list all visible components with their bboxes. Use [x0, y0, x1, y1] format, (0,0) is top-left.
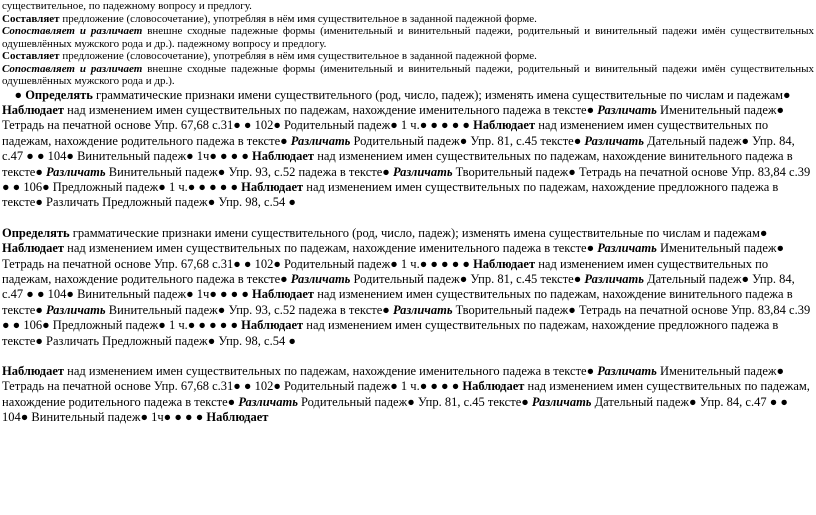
body-text: над изменением имен существительных по падежам, нахождение родительного падежа в тексте●	[2, 256, 769, 286]
bold-italic-term: Различать	[46, 302, 106, 317]
body-text: Дательный падеж● Упр. 84, с.47 ● ● 104● Винительный падеж● 1ч● ● ● ●	[2, 271, 795, 302]
bold-italic-term: Различать	[584, 271, 644, 286]
bullet-text: ●	[2, 87, 26, 102]
bold-term: Составляет	[2, 12, 60, 25]
paragraph-block-2	[2, 226, 814, 349]
bold-italic-term: Различать	[392, 302, 453, 317]
bold-italic-term: Различать	[597, 241, 657, 256]
bold-term: Наблюдает	[2, 102, 65, 117]
bold-italic-term: Сопоставляет и различает	[2, 62, 143, 75]
body-text: над изменением имен существительных по падежам, нахождение родительного падежа в тексте●	[2, 118, 769, 148]
body-text: над изменением имен существительных по падежам, нахождение именительного падежа в тексте●	[64, 364, 598, 378]
bold-term: Наблюдает	[241, 318, 304, 333]
body-text: грамматические признаки имени существительного (род, число, падеж); изменять имена существительные по числам и падежам●	[69, 225, 768, 240]
body-text: Родительный падеж● Упр. 81, с.45 тексте●	[350, 133, 585, 148]
spacer	[0, 211, 816, 226]
body-text: Родительный падеж● Упр. 81, с.45 тексте●	[297, 394, 532, 409]
bold-term: Наблюдает	[2, 241, 65, 256]
body-text: Дательный падеж● Упр. 84, с.47 ● ● 104● Винительный падеж● 1ч● ● ● ●	[2, 394, 788, 425]
body-text: грамматические признаки имени существительного (род, число, падеж); изменять имена существительные по числам и падежам●	[92, 87, 791, 102]
bold-italic-term: Различать	[531, 394, 592, 409]
spacer	[0, 349, 816, 364]
intro-text: предложение (словосочетание), употребляя в нём имя существительное в заданной падежной форме.	[59, 50, 537, 62]
body-text: Именительный падеж● Тетрадь на печатной основе Упр. 67,68 с.31● ● 102● Родительный падеж● 1 ч.● ● ● ●	[2, 364, 785, 394]
intro-text: предложение (словосочетание), употребляя в нём имя существительное в заданной падежной форме.	[59, 12, 537, 25]
body-text: Дательный падеж● Упр. 84, с.47 ● ● 104● Винительный падеж● 1ч● ● ● ●	[2, 133, 795, 164]
bold-term: Наблюдает	[241, 179, 304, 194]
bold-italic-term: Сопоставляет и различает	[2, 25, 143, 37]
bold-italic-term: Различать	[392, 164, 453, 179]
bold-italic-term: Различать	[584, 133, 644, 148]
bold-italic-term: Различать	[597, 102, 657, 117]
bold-italic-term: Различать	[597, 364, 657, 378]
paragraph-block-1	[2, 88, 814, 211]
bold-italic-term: Различать	[46, 164, 106, 179]
bold-term: Наблюдает	[462, 379, 525, 394]
body-text: Именительный падеж● Тетрадь на печатной основе Упр. 67,68 с.31● ● 102● Родительный падеж● 1 ч.● ● ● ● ●	[2, 241, 785, 271]
body-text: Винительный падеж● Упр. 93, с.52 падежа в тексте●	[105, 164, 393, 179]
intro-text: внешне сходные падежные формы (именительный и винительный падежи, родительный и винительный падежи имён существительных одушевлённых мужского рода и др.). падежному вопросу и предлогу.	[2, 25, 814, 50]
body-text: над изменением имен существительных по падежам, нахождение именительного падежа в тексте●	[64, 241, 598, 256]
body-text: над изменением имен существительных по падежам, нахождение винительного падежа в тексте●	[2, 287, 793, 317]
bold-term: Определять	[2, 225, 70, 240]
bold-term: Наблюдает	[473, 118, 536, 133]
body-text: Творительный падеж● Тетрадь на печатной основе Упр. 83,84 с.39 ● ● 106● Предложный падеж● 1 ч.● ● ● ● ●	[2, 302, 811, 333]
bold-term: Наблюдает	[252, 287, 315, 302]
body-text: над изменением имен существительных по падежам, нахождение предложного падежа в тексте● Различать Предложный падеж● Упр. 98, с.54 ●	[2, 318, 779, 348]
body-text: Именительный падеж● Тетрадь на печатной основе Упр. 67,68 с.31● ● 102● Родительный падеж● 1 ч.● ● ● ● ●	[2, 102, 785, 133]
body-text: над изменением имен существительных по падежам, нахождение родительного падежа в тексте●	[2, 379, 810, 409]
intro-text: внешне сходные падежные формы (именительный и винительный падежи, родительный и винительный падежи имён существительных одушевлённых мужского рода и др.).	[2, 62, 814, 87]
bold-italic-term: Различать	[290, 133, 351, 148]
body-text: над изменением имен существительных по падежам, нахождение предложного падежа в тексте● Различать Предложный падеж● Упр. 98, с.54 ●	[2, 179, 779, 210]
body-text: Творительный падеж● Тетрадь на печатной основе Упр. 83,84 с.39 ● ● 106● Предложный падеж● 1 ч.● ● ● ● ●	[2, 164, 811, 194]
bold-term: Наблюдает	[252, 149, 315, 164]
bold-term: Определять	[25, 87, 93, 102]
intro-text: существительное, по падежному вопросу и предлогу.	[2, 0, 252, 12]
bold-term: Наблюдает	[206, 410, 269, 425]
bold-italic-term: Различать	[238, 394, 298, 409]
body-text: над изменением имен существительных по падежам, нахождение винительного падежа в тексте●	[2, 149, 793, 179]
bold-term: Наблюдает	[2, 364, 65, 378]
bold-term: Составляет	[2, 50, 60, 62]
intro-paragraph	[2, 0, 814, 88]
body-text: над изменением имен существительных по падежам, нахождение именительного падежа в тексте●	[64, 102, 598, 117]
bold-italic-term: Различать	[290, 271, 351, 286]
bold-term: Наблюдает	[473, 256, 536, 271]
paragraph-block-3	[2, 364, 814, 426]
body-text: Винительный падеж● Упр. 93, с.52 падежа в тексте●	[105, 302, 393, 317]
body-text: Родительный падеж● Упр. 81, с.45 тексте●	[350, 271, 585, 286]
